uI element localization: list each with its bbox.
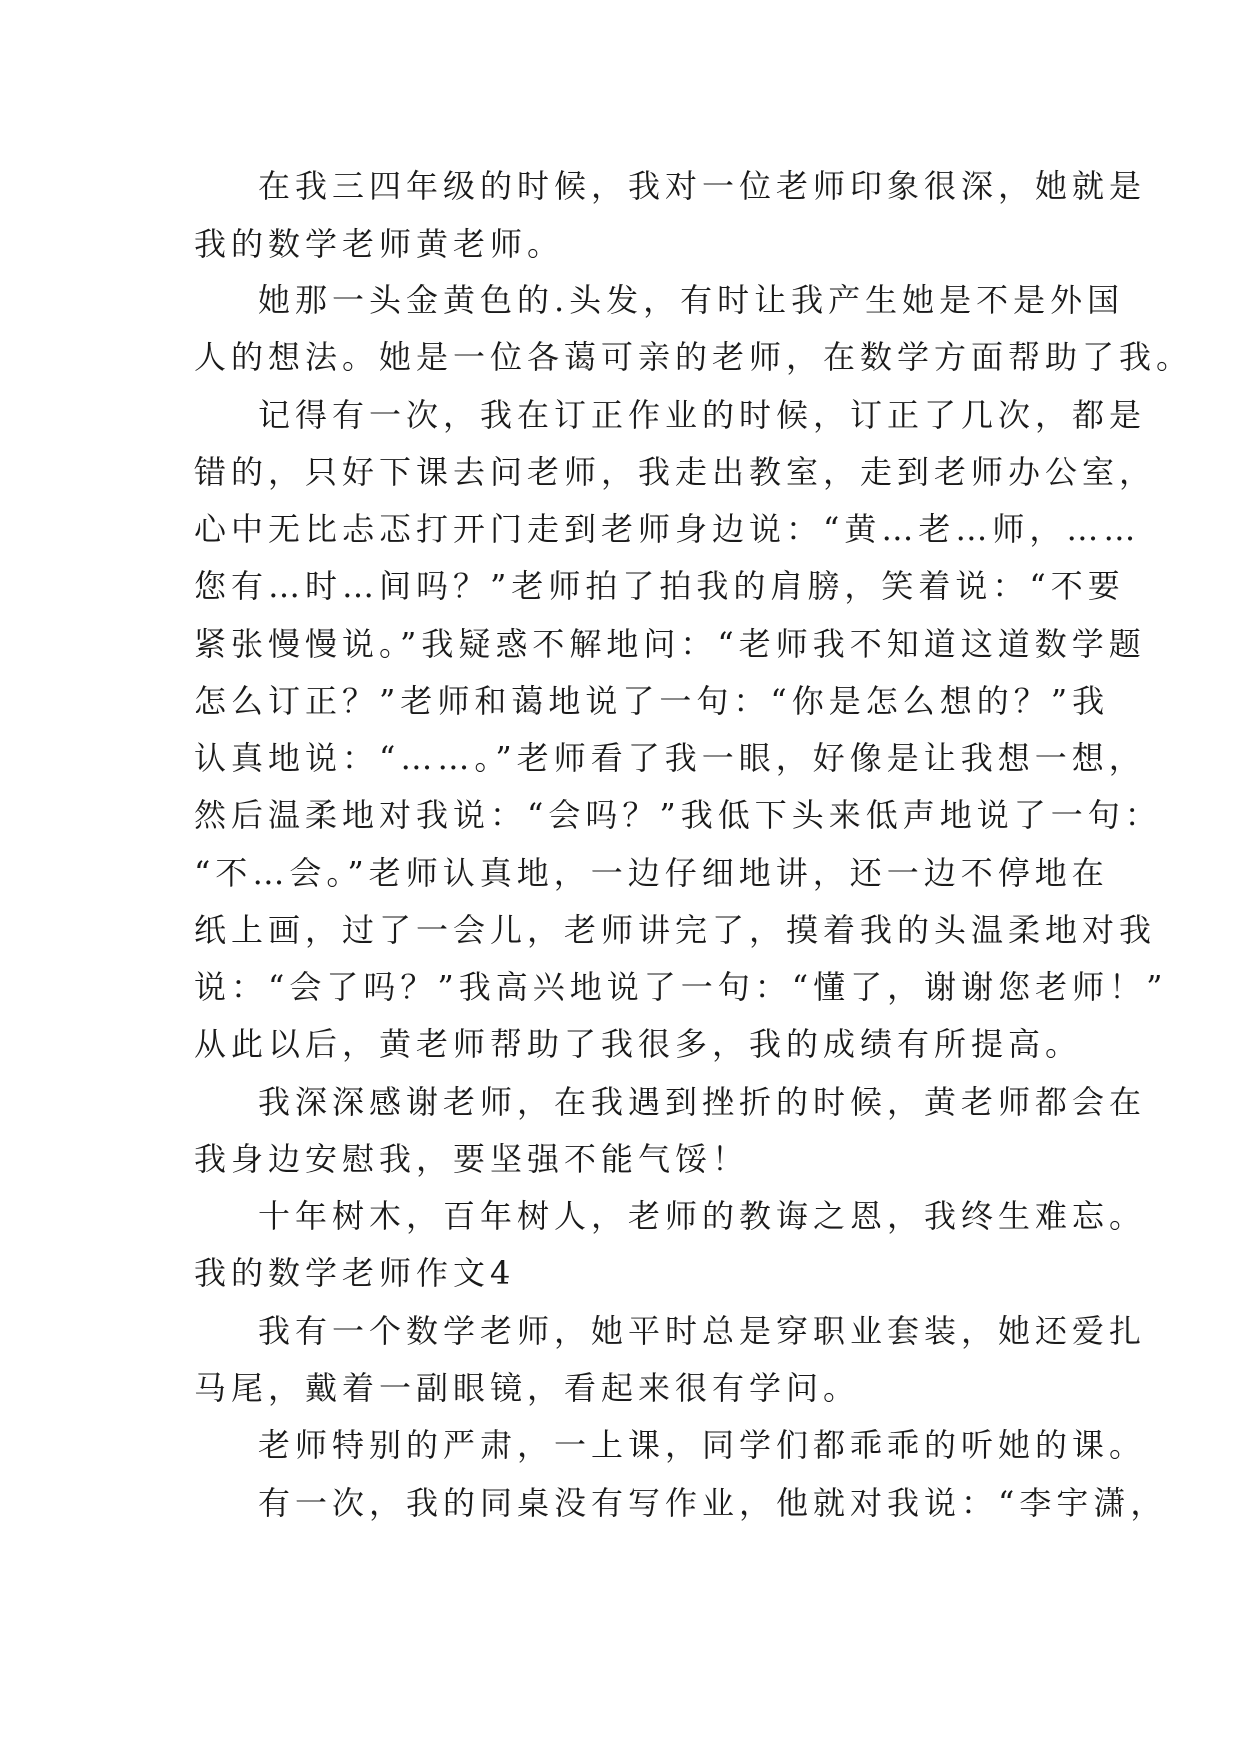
text-line: 人的想法。她是一位各蔼可亲的老师，在数学方面帮助了我。 — [194, 338, 1194, 376]
text-line: 紧张慢慢说。”我疑惑不解地问：“老师我不知道这道数学题 — [194, 625, 1146, 663]
text-line: 她那一头金黄色的.头发，有时让我产生她是不是外国 — [258, 281, 1125, 319]
text-line: 我有一个数学老师，她平时总是穿职业套装，她还爱扎 — [258, 1312, 1147, 1350]
text-line: 纸上画，过了一会儿，老师讲完了，摸着我的头温柔地对我 — [194, 911, 1157, 949]
text-line: 心中无比忐忑打开门走到老师身边说：“黄…老…师，…… — [194, 510, 1141, 548]
section-heading: 我的数学老师作文4 — [194, 1254, 516, 1292]
text-line: 十年树木，百年树人，老师的教诲之恩，我终生难忘。 — [258, 1197, 1147, 1235]
text-line: 我深深感谢老师，在我遇到挫折的时候，黄老师都会在 — [258, 1083, 1147, 1121]
text-line: 在我三四年级的时候，我对一位老师印象很深，她就是 — [258, 167, 1147, 205]
text-line: 然后温柔地对我说：“会吗？”我低下头来低声地说了一句： — [194, 796, 1162, 834]
text-line: “不…会。”老师认真地，一边仔细地讲，还一边不停地在 — [194, 854, 1109, 892]
text-line: 老师特别的严肃，一上课，同学们都乖乖的听她的课。 — [258, 1426, 1147, 1464]
text-line: 认真地说：“……。”老师看了我一眼，好像是让我想一想， — [194, 739, 1146, 777]
text-line: 有一次，我的同桌没有写作业，他就对我说：“李宇潇， — [258, 1484, 1168, 1522]
text-line: 您有…时…间吗？”老师拍了拍我的肩膀，笑着说：“不要 — [194, 567, 1125, 605]
text-line: 我的数学老师黄老师。 — [194, 225, 565, 263]
text-line: 马尾，戴着一副眼镜，看起来很有学问。 — [194, 1369, 861, 1407]
text-line: 错的，只好下课去问老师，我走出教室，走到老师办公室， — [194, 453, 1157, 491]
text-line: 我身边安慰我，要坚强不能气馁！ — [194, 1140, 750, 1178]
text-line: 怎么订正？”老师和蔼地说了一句：“你是怎么想的？”我 — [194, 682, 1110, 720]
text-line: 说：“会了吗？”我高兴地说了一句：“懂了，谢谢您老师！” — [194, 968, 1168, 1006]
text-line: 从此以后，黄老师帮助了我很多，我的成绩有所提高。 — [194, 1025, 1083, 1063]
text-line: 记得有一次，我在订正作业的时候，订正了几次，都是 — [258, 396, 1147, 434]
